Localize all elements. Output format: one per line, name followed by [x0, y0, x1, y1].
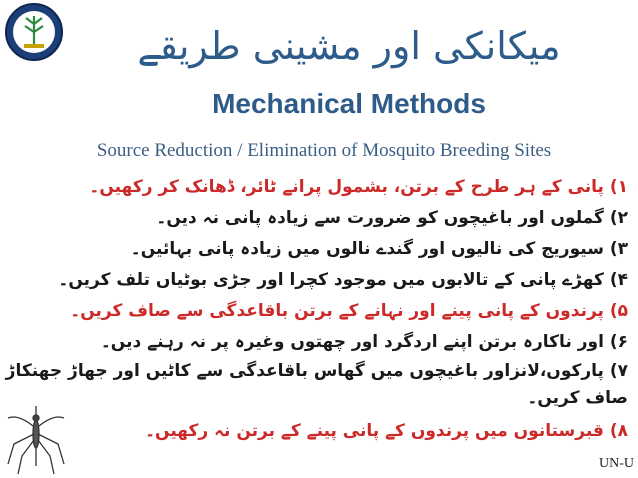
method-point-6: ۶) اور ناکارہ برتن اپنے اردگرد اور چھتوں وغیرہ پر نہ رہنے دیں۔ [100, 332, 628, 352]
method-point-4: ۴) کھڑے پانی کے تالابوں میں موجود کچرا اور جڑی بوٹیاں تلف کریں۔ [58, 270, 628, 290]
method-point-3: ۳) سیوریج کی نالیوں اور گندے نالوں میں زیادہ پانی بہائیں۔ [130, 239, 628, 259]
method-point-1: ۱) پانی کے ہر طرح کے برتن، بشمول پرانے ٹائر، ڈھانک کر رکھیں۔ [89, 177, 628, 197]
slide-title-english: Mechanical Methods [212, 88, 486, 119]
method-point-2: ۲) گملوں اور باغیچوں کو ضرورت سے زیادہ پانی نہ دیں۔ [156, 208, 628, 228]
method-point-5: ۵) پرندوں کے پانی پینے اور نہانے کے برتن باقاعدگی سے صاف کریں۔ [70, 301, 628, 321]
footer-tag: UN-U [599, 456, 634, 471]
university-logo [4, 2, 64, 62]
slide-subtitle: Source Reduction / Elimination of Mosquito Breeding Sites [96, 140, 552, 161]
method-point-7: ۷) پارکوں،لانزاور باغیچوں میں گھاس باقاعدگی سے کاٹیں اور جھاڑ جھنکاڑ صاف کریں۔ [5, 361, 628, 408]
slide-title-urdu: میکانکی اور مشینی طریقے [137, 24, 561, 68]
method-point-8: ۸) قبرستانوں میں پرندوں کے پانی پینے کے برتن نہ رکھیں۔ [145, 421, 628, 441]
mosquito-icon [4, 404, 68, 476]
methods-list [4, 172, 628, 447]
